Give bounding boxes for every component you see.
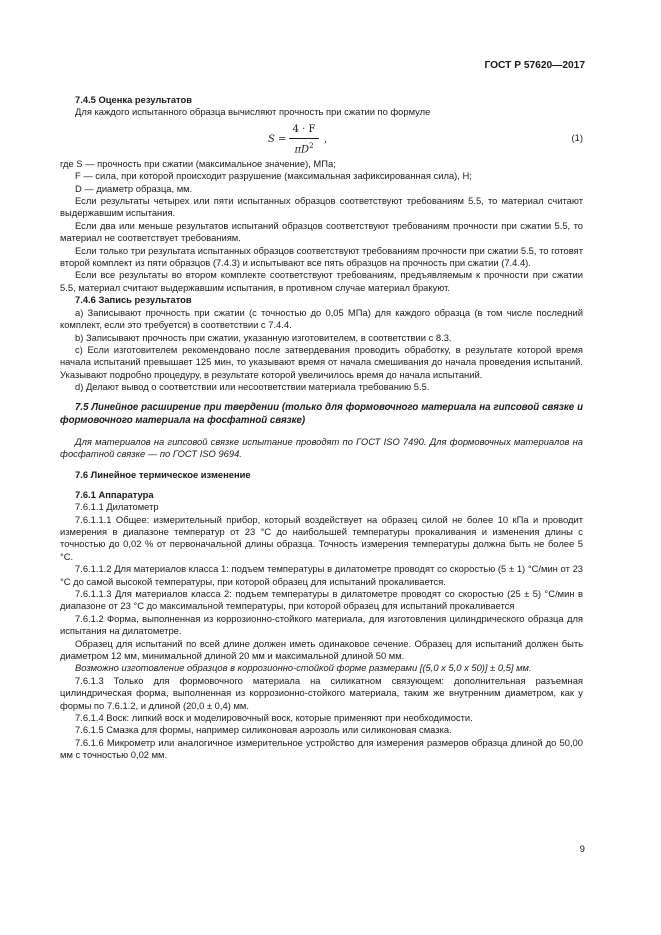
paragraph: 7.6.1.5 Смазка для формы, например силиконовая аэрозоль или силиконовая смазка. — [75, 724, 452, 736]
section-7-6-heading: 7.6 Линейное термическое изменение — [75, 469, 251, 481]
paragraph: 7.6.1.1.2 Для материалов класса 1: подъем температуры в дилатометре проводят со скоростью (5 ± 1) °С/мин от 23 °С до самой высокой температуры, при которой образец для испытаний прокаливается. — [60, 563, 583, 587]
paragraph: 7.6.1.2 Форма, выполненная из коррозионно-стойкого материала, для изготовления цилиндрического образца для испытания на дилатометре. — [60, 612, 583, 637]
formula-intro: Для каждого испытанного образца вычисляют прочность при сжатии по формуле — [75, 106, 431, 118]
paragraph: Образец для испытаний по всей длине должен иметь одинаковое сечение. Образец для испытаний должен быть диаметром 12 мм, минимальной длиной 20 мм и максимальной длиной 50 мм. — [60, 637, 583, 662]
paragraph: Если результаты четырех или пяти испытанных образцов соответствуют требованиям 5.5, то материал считают выдержавшим испытания. — [60, 195, 583, 219]
formula-fraction-bar — [289, 138, 319, 139]
paragraph: Если только три результата испытанных образцов соответствуют требованиям прочности при сжатии 5.5, то готовят второй комплект из пяти образцов (7.4.3) и испытывают все пять образцов на прочность при сжатии (7.4.4). — [60, 244, 583, 269]
formula-1 — [60, 121, 583, 157]
list-item-b: b) Записывают прочность при сжатии, указанную изготовителем, в соответствии с 8.3. — [75, 331, 452, 343]
formula-number: (1) — [571, 131, 583, 143]
paragraph: Возможно изготовление образцов в коррозионно-стойкой форме размерами [(5,0 х 5,0 х 50)] ± 0,5] мм. — [75, 662, 532, 674]
section-7-4-6-heading: 7.4.6 Запись результатов — [75, 294, 192, 306]
paragraph: 7.6.1.1 Дилатометр — [75, 501, 159, 513]
formula-lhs: S = — [268, 133, 287, 145]
section-7-6-1-heading: 7.6.1 Аппаратура — [75, 488, 154, 500]
document-number-header: ГОСТ Р 57620—2017 — [484, 60, 585, 71]
where-f: F — сила, при которой происходит разрушение (максимальная зафиксированная сила), Н; — [75, 170, 472, 182]
list-item-c: c) Если изготовителем рекомендовано после затвердевания проводить обработку, в результате которой время начала испытаний превышает 125 мин, то указывают время от начала смешивания до начала проведения испытаний. Указывают подробно процедуру, в результате которой увеличилось время до начала испытаний. — [60, 343, 583, 380]
paragraph: 7.6.1.3 Только для формовочного материала на силикатном связующем: дополнительная разъемная цилиндрическая форма, выполненная из коррозионно-стойкого материала, таким же внутренним диаметром, как у формы по 7.6.1.2, и длиной (20,0 ± 0,4) мм. — [60, 674, 583, 711]
paragraph: 7.6.1.1.1 Общее: измерительный прибор, который воздействует на образец силой не более 10 кПа и проводит измерения в диапазоне температур от 23 °С до наибольшей температуры прокаливания и изменения длины с точностью до 0,02 % от первоначальной длины образца. Точность измерения температуры должна быть не более 5 °С. — [60, 513, 583, 562]
section-7-5-note: Для материалов на гипсовой связке испытание проводят по ГОСТ ISO 7490. Для формовочных материалов на фосфатной связке — по ГОСТ ISO 9694. — [60, 435, 583, 459]
where-s: где S — прочность при сжатии (максимальное значение), МПа; — [60, 157, 336, 169]
paragraph: Если два или меньше результатов испытаний образцов соответствуют требованиям прочности при сжатии 5.5, то материал не соответствует требованиям. — [60, 219, 583, 244]
section-7-4-5-heading: 7.4.5 Оценка результатов — [75, 94, 193, 105]
where-d: D — диаметр образца, мм. — [75, 182, 193, 194]
formula-denominator: $\pi D^2$ — [294, 141, 314, 156]
page-content — [60, 94, 583, 762]
section-7-5-heading: 7.5 Линейное расширение при твердении (только для формовочного материала на гипсовой связке и формовочного материала на фосфатной связке) — [60, 401, 583, 426]
formula-numerator: 4 · F — [292, 123, 316, 135]
paragraph: 7.6.1.1.3 Для материалов класса 2: подъем температуры в дилатометре проводят со скоростью (25 ± 5) °С/мин в диапазоне от 23 °С до максимальной температуры, при которой образец для испытаний прокаливается — [60, 588, 583, 612]
paragraph: 7.6.1.4 Воск: липкий воск и моделировочный воск, которые применяют при необходимости. — [75, 712, 473, 724]
formula-exponent: 2 — [309, 141, 314, 150]
list-item-a: a) Записывают прочность при сжатии (с точностью до 0,05 МПа) для каждого образца (в том числе последний комплект, если это требуется) в соответствии с 7.4.4. — [60, 306, 583, 331]
paragraph: Если все результаты во втором комплекте соответствуют требованиям, предъявляемым к прочности при сжатии 5.5, материал считают выдержавшим испытания, в противном случае материал бракуют. — [60, 269, 583, 293]
paragraph: 7.6.1.6 Микрометр или аналогичное измерительное устройство для измерения размеров образца длиной до 50,00 мм с точностью 0,02 мм. — [60, 736, 583, 761]
page-number: 9 — [579, 844, 585, 855]
formula-comma: , — [324, 133, 328, 145]
list-item-d: d) Делают вывод о соответствии или несоответствии материала требованию 5.5. — [75, 381, 430, 393]
